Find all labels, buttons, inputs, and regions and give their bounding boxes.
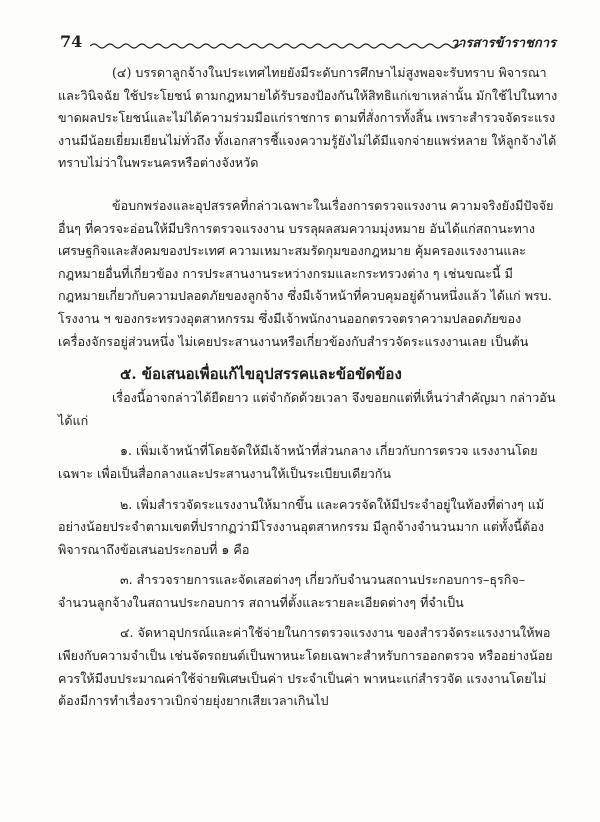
- paragraph-text: (๔) บรรดาลูกจ้างในประเทศไทยยังมีระดับการศึกษาไม่สูงพอจะรับทราบ พิจารณาและวินิจฉัย ใช้ประโยชน์ ตามกฎหมายได้รับรองป้องกันให้สิทธิแก่เขาเหล่านั้น มักใช้ไปในทางขาดผลประโยชน์และไม่ได้ความร่วมมือแก่ราชการ ตามที่สั่งการทั้งสิ้น เพราะสำรวจจัดระแรงงานมีน้อยเยี่ยมเยียนไม่ทั่วถึง ทั้งเอกสารชี้แจงความรู้ยังไม่ได้มีแจกจ่ายแพร่หลาย ให้ลูกจ้างได้ทราบไม่ว่าในพระนครหรือต่างจังหวัด: [58, 65, 558, 171]
- page-number: 74: [60, 32, 83, 51]
- section-heading: ๕. ข้อเสนอเพื่อแก้ไขอุปสรรคและข้อขัดข้อง: [120, 365, 402, 384]
- list-item: [58, 440, 558, 485]
- paragraph-text: ข้อบกพร่องและอุปสรรคที่กล่าวเฉพาะในเรื่องการตรวจแรงงาน ความจริงยังมีปัจจัยอื่นๆ ที่ควรจะอ่อนให้มีบริการตรวจแรงงาน บรรลุผลสมความมุ่งหมาย อันได้แก่สถานะทางเศรษฐกิจและสังคมของประเทศ ความเหมาะสมรัดกุมของกฎหมาย คุ้มครองแรงงานและกฎหมายอื่นที่เกี่ยวข้อง การประสานงานระหว่างกรมและกระทรวงต่าง ๆ เช่นขณะนี้ มีกฎหมายเกี่ยวกับความปลอดภัยของลูกจ้าง ซึ่งมีเจ้าหน้าที่ควบคุมอยู่ด้านหนึ่งแล้ว ได้แก่ พรบ. โรงงาน ฯ ของกระทรวงอุตสาหกรรม ซึ่งมีเจ้าพนักงานออกตรวจตราความปลอดภัยของเครื่องจักรอยู่ส่วนหนึ่ง ไม่เคยประสานงานหรือเกี่ยวข้องกับสำรวจัดระแรงงานเลย เป็นต้น: [58, 197, 554, 349]
- journal-title: วารสารข้าราชการ: [450, 36, 556, 51]
- list-item-text: ๔. จัดหาอุปกรณ์และค่าใช้จ่ายในการตรวจแรงงาน ของสำรวจัดระแรงงานให้พอเพียงกับความจำเป็น เช่นจัดรถยนต์เป็นพาหนะโดยเฉพาะสำหรับการออกตรวจ หรืออย่างน้อยควรให้มีงบประมาณค่าใช้จ่ายพิเศษเป็นค่า ประจำเป็นค่า พาหนะแก่สำรวจัด แรงงานโดยไม่ต้องมีการทำเรื่องราวเบิกจ่ายยุ่งยากเสียเวลาเกินไป: [58, 625, 553, 709]
- list-item-text: ๓. สำรวจรายการและจัดเสอต่างๆ เกี่ยวกับจำนวนสถานประกอบการ–ธุรกิจ–จำนวนลูกจ้างในสถานประกอบการ สถานที่ตั้งและรายละเอียดต่างๆ ที่จำเป็น: [58, 572, 526, 610]
- paragraph-text: เรื่องนี้อาจกล่าวได้ยืดยาว แต่จำกัดด้วยเวลา จึงขอยกแต่ที่เห็นว่าสำคัญมา กล่าวอันได้แก่: [58, 390, 556, 428]
- list-item: [58, 622, 558, 712]
- list-item: [58, 569, 558, 614]
- paragraph-obstacles: [58, 195, 558, 353]
- list-item-text: ๑. เพิ่มเจ้าหน้าที่โดยจัดให้มีเจ้าหน้าที่ส่วนกลาง เกี่ยวกับการตรวจ แรงงานโดยเฉพาะ เพื่อเป็นสื่อกลางและประสานงานให้เป็นระเบียบเดียวกัน: [58, 443, 538, 481]
- body-text: [58, 62, 558, 713]
- page-header: [60, 30, 556, 52]
- paragraph-4: [58, 62, 558, 175]
- wavy-rule: [90, 42, 462, 50]
- list-item-text: ๒. เพิ่มสำรวจัดระแรงงานให้มากขึ้น และควรจัดให้มีประจำอยู่ในท้องที่ต่างๆ แม้อย่างน้อยประจำตามเขตที่ปรากฏว่ามีโรงงานอุตสาหกรรม มีลูกจ้างจำนวนมาก แต่ทั้งนี้ต้องพิจารณาถึงข้อเสนอประกอบที่ ๑ คือ: [58, 496, 545, 557]
- list-item: [58, 494, 558, 562]
- paragraph-intro: [58, 387, 558, 432]
